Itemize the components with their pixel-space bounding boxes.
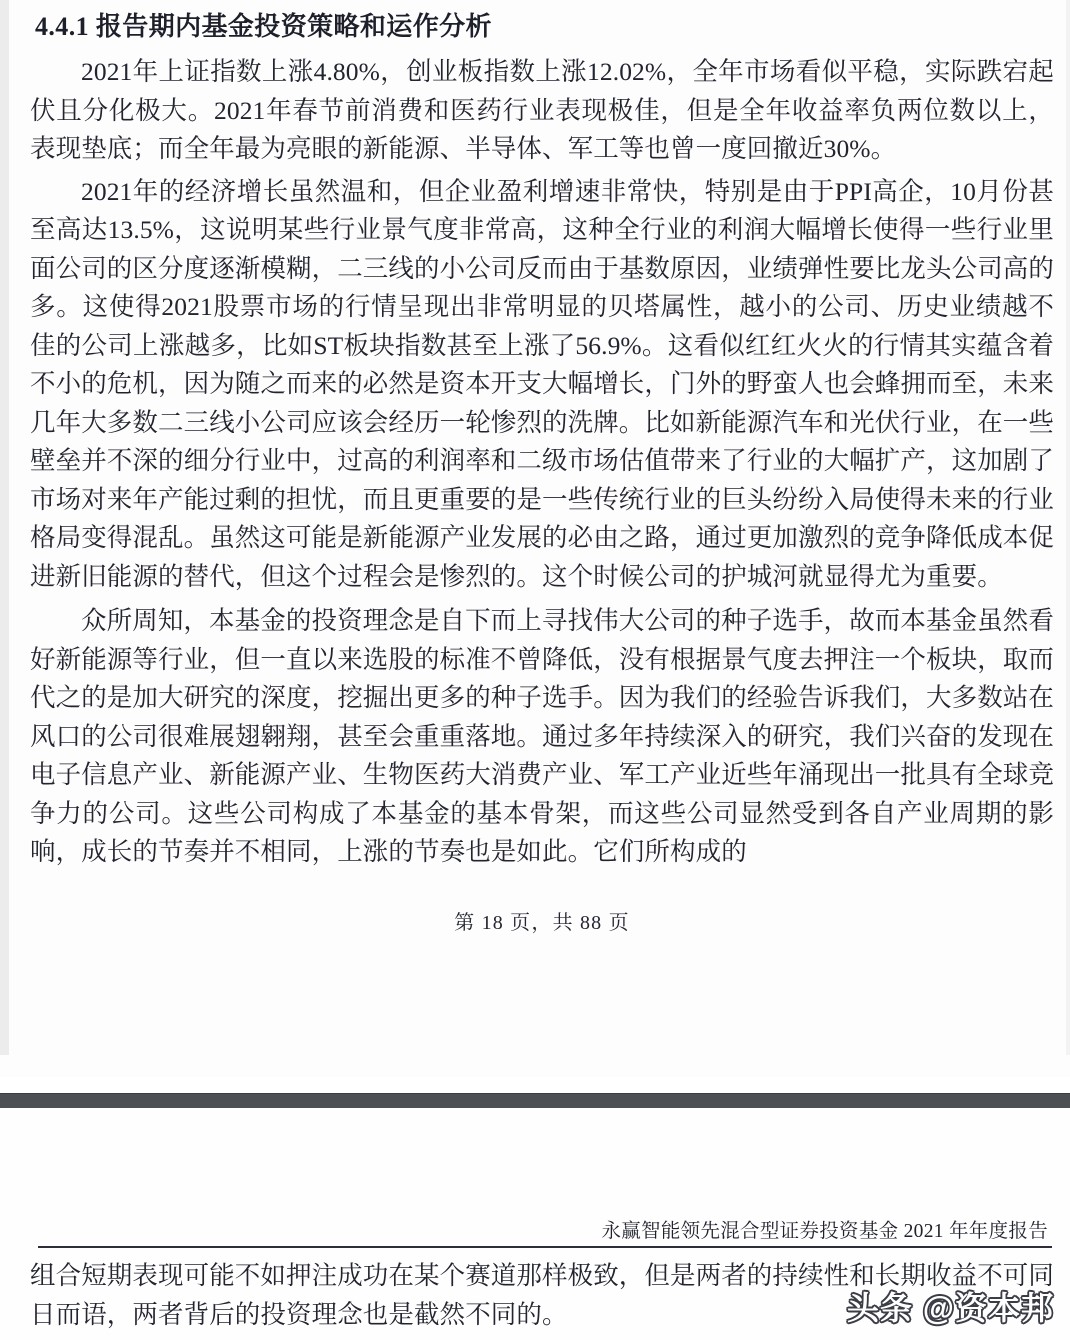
paragraph-market-overview: 2021年上证指数上涨4.80%，创业板指数上涨12.02%，全年市场看似平稳，实际跌宕起伏且分化极大。2021年春节前消费和医药行业表现极佳，但是全年收益率负两位数以上，表现垫底；而全年最为亮眼的新能源、半导体、军工等也曾一度回撤近30%。 bbox=[30, 57, 1054, 163]
section-heading: 4.4.1 报告期内基金投资策略和运作分析 bbox=[35, 12, 492, 41]
page-number-footer: 第 18 页，共 88 页 bbox=[454, 911, 630, 934]
paragraph-economic-growth: 2021年的经济增长虽然温和，但企业盈利增速非常快，特别是由于PPI高企，10月份甚至高达13.5%，这说明某些行业景气度非常高，这种全行业的利润大幅增长使得一些行业里面公司的区分度逐渐模糊，二三线的小公司反而由于基数原因，业绩弹性要比龙头公司高的多。这使得2021股票市场的行情呈现出非常明显的贝塔属性，越小的公司、历史业绩越不佳的公司上涨越多，比如ST板块指数甚至上涨了56.9%。这看似红红火火的行情其实蕴含着不小的危机，因为随之而来的必然是资本开支大幅增长，门外的野蛮人也会蜂拥而至，未来几年大多数二三线小公司应该会经历一轮惨烈的洗牌。比如新能源汽车和光伏行业，在一些壁垒并不深的细分行业中，过高的利润率和二级市场估值带来了行业的大幅扩产，这加剧了市场对来年产能过剩的担忧，而且更重要的是一些传统行业的巨头纷纷入局使得未来的行业格局变得混乱。虽然这可能是新能源产业发展的必由之路，通过更加激烈的竞争降低成本促进新旧能源的替代，但这个过程会是惨烈的。这个时候公司的护城河就显得尤为重要。 bbox=[30, 176, 1055, 591]
paragraph-investment-philosophy: 众所周知，本基金的投资理念是自下而上寻找伟大公司的种子选手，故而本基金虽然看好新能源等行业，但一直以来选股的标准不曾降低，没有根据景气度去押注一个板块，取而代之的是加大研究的深度，挖掘出更多的种子选手。因为我们的经验告诉我们，大多数站在风口的公司很难展翅翱翔，甚至会重重落地。通过多年持续深入的研究，我们兴奋的发现在电子信息产业、新能源产业、生物医药大消费产业、军工产业近些年涌现出一批具有全球竞争力的公司。这些公司构成了本基金的基本骨架，而这些公司显然受到各自产业周期的影响，成长的节奏并不相同，上涨的节奏也是如此。它们所构成的 bbox=[30, 606, 1055, 866]
running-header: 永赢智能领先混合型证券投资基金 2021 年年度报告 bbox=[601, 1221, 1048, 1242]
document-page-19 bbox=[0, 1108, 1070, 1340]
watermark-label: 头条 @资本邦 bbox=[846, 1290, 1054, 1326]
header-rule-divider bbox=[38, 1246, 1052, 1248]
paragraph-portfolio-continuation: 组合短期表现可能不如押注成功在某个赛道那样极致，但是两者的持续性和长期收益不可同日而语，两者背后的投资理念也是截然不同的。 bbox=[30, 1261, 1055, 1329]
